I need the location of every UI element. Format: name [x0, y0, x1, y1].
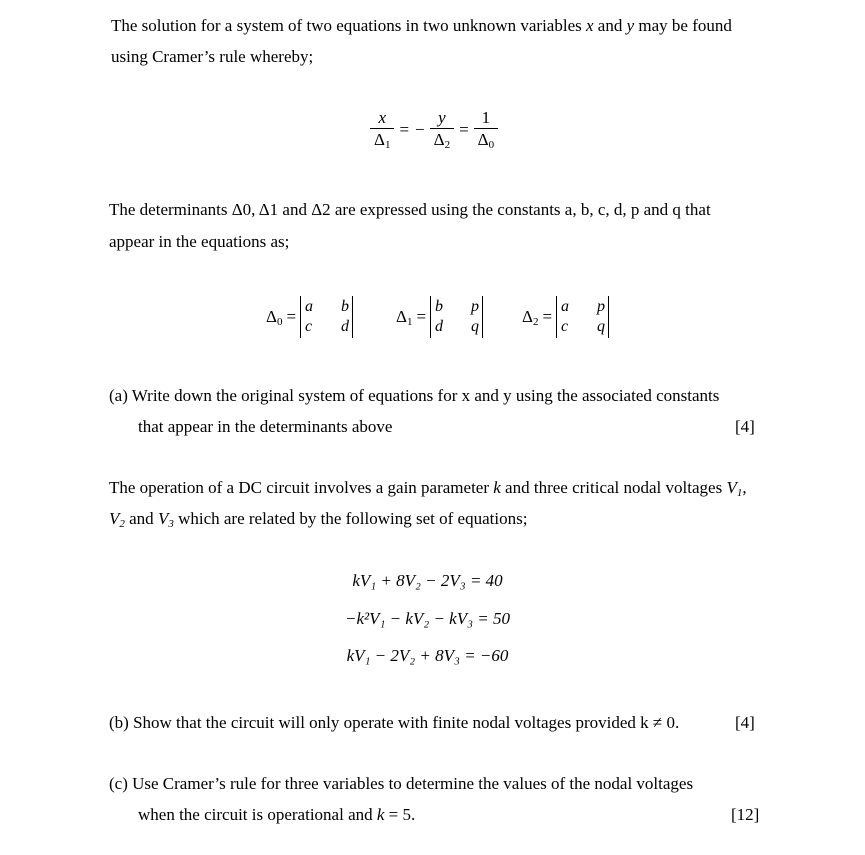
denominator: [430, 128, 454, 151]
delta-symbol: Δ: [477, 130, 489, 149]
determinants-intro-line-2: appear in the equations as;: [109, 232, 290, 251]
delta-symbol: Δ: [396, 307, 407, 326]
matrix-2x2: [430, 296, 483, 338]
fraction-one: [472, 108, 500, 151]
var-v1: [726, 478, 742, 497]
matrix-2x2: [300, 296, 353, 338]
fraction-y: [428, 108, 456, 151]
circuit-intro-line-1: [109, 478, 747, 498]
subscript: 2: [119, 518, 125, 530]
matrix-cell: d: [435, 318, 444, 335]
matrix-cell: c: [305, 318, 313, 335]
determinants-row: [0, 294, 865, 344]
equals-sign: =: [399, 119, 410, 139]
equals-sign: =: [542, 307, 553, 326]
question-a-marks: [4]: [735, 417, 755, 436]
denominator: [370, 128, 394, 151]
var-k: k: [376, 805, 385, 824]
matrix-cell: a: [305, 298, 314, 315]
intro-text: The solution for a system of two equations in two unknown variables: [111, 16, 586, 35]
question-c-text: = 5.: [384, 805, 416, 824]
comma: ,: [742, 478, 747, 497]
minus-sign: −: [415, 119, 425, 139]
det-lhs: [522, 307, 538, 327]
determinant-delta-0: [266, 296, 353, 338]
question-a-line-1: (a) Write down the original system of equations for x and y using the associated constants: [109, 386, 720, 405]
circuit-intro-line-2: [109, 509, 527, 529]
equation-3: kV₁ − 2V₂ + 8V₃ = −60: [346, 646, 509, 665]
numerator: y: [438, 108, 446, 127]
determinants-intro-line-1: The determinants Δ0, Δ1 and Δ2 are expressed using the constants a, b, c, d, p and q that: [109, 200, 711, 219]
matrix-cell: q: [597, 318, 606, 335]
determinant-delta-1: [396, 296, 483, 338]
question-c-line-1: (c) Use Cramer’s rule for three variables to determine the values of the nodal voltages: [109, 774, 694, 793]
equals-sign: =: [416, 307, 427, 326]
var-letter: V: [157, 509, 169, 528]
subscript: 2: [444, 139, 451, 151]
subscript: 1: [384, 139, 391, 151]
matrix-cell: b: [435, 298, 444, 315]
matrix-cell: c: [561, 318, 569, 335]
circuit-text: The operation of a DC circuit involves a gain parameter: [109, 478, 494, 497]
intro-line-2: using Cramer’s rule whereby;: [111, 47, 314, 66]
denominator: [474, 128, 498, 151]
equation-2: −k²V₁ − kV₂ − kV₃ = 50: [344, 609, 510, 628]
question-a-line-2: that appear in the determinants above: [138, 417, 393, 436]
matrix-cell: d: [341, 318, 350, 335]
var-x: x: [585, 16, 594, 35]
intro-text: may be found: [634, 16, 732, 35]
det-lhs: [266, 307, 282, 327]
matrix-cell: b: [341, 298, 350, 315]
intro-line-1: [111, 16, 732, 36]
delta-symbol: Δ: [266, 307, 277, 326]
delta-symbol: Δ: [374, 130, 385, 149]
matrix-cell: a: [561, 298, 570, 315]
equals-sign: =: [459, 119, 469, 139]
intro-text: and: [593, 16, 627, 35]
question-b-text: (b) Show that the circuit will only operate with finite nodal voltages provided k ≠ 0.: [109, 713, 680, 732]
cramer-equation: [368, 108, 500, 151]
subscript: 0: [488, 139, 495, 151]
numerator: x: [378, 108, 386, 127]
var-y: y: [626, 16, 635, 35]
delta-symbol: Δ: [522, 307, 533, 326]
circuit-text: and three critical nodal voltages: [500, 478, 727, 497]
equals-sign: =: [286, 307, 297, 326]
numerator: 1: [481, 108, 491, 127]
subscript: 0: [276, 316, 283, 328]
question-b-marks: [4]: [735, 713, 755, 732]
matrix-cell: p: [471, 298, 480, 315]
fraction-x: [368, 108, 396, 151]
circuit-text: and: [124, 509, 158, 528]
determinant-delta-2: [522, 296, 609, 338]
var-v3: [158, 509, 174, 528]
matrix-cell: q: [471, 318, 480, 335]
subscript: 3: [168, 518, 174, 530]
var-letter: V: [726, 478, 737, 497]
var-letter: V: [109, 509, 120, 528]
var-k: k: [493, 478, 501, 497]
delta-symbol: Δ: [433, 130, 445, 149]
question-c-marks: [12]: [731, 805, 760, 824]
det-lhs: [396, 307, 412, 327]
subscript: 2: [532, 316, 539, 328]
equation-1: kV₁ + 8V₂ − 2V₃ = 40: [352, 571, 503, 590]
matrix-2x2: [556, 296, 609, 338]
question-c-text: when the circuit is operational and: [138, 805, 377, 824]
question-c-line-2: [138, 805, 415, 825]
circuit-text: which are related by the following set of equations;: [173, 509, 528, 528]
matrix-cell: p: [597, 298, 606, 315]
subscript: 1: [736, 487, 743, 499]
var-v2: [109, 509, 125, 528]
subscript: 1: [406, 316, 413, 328]
